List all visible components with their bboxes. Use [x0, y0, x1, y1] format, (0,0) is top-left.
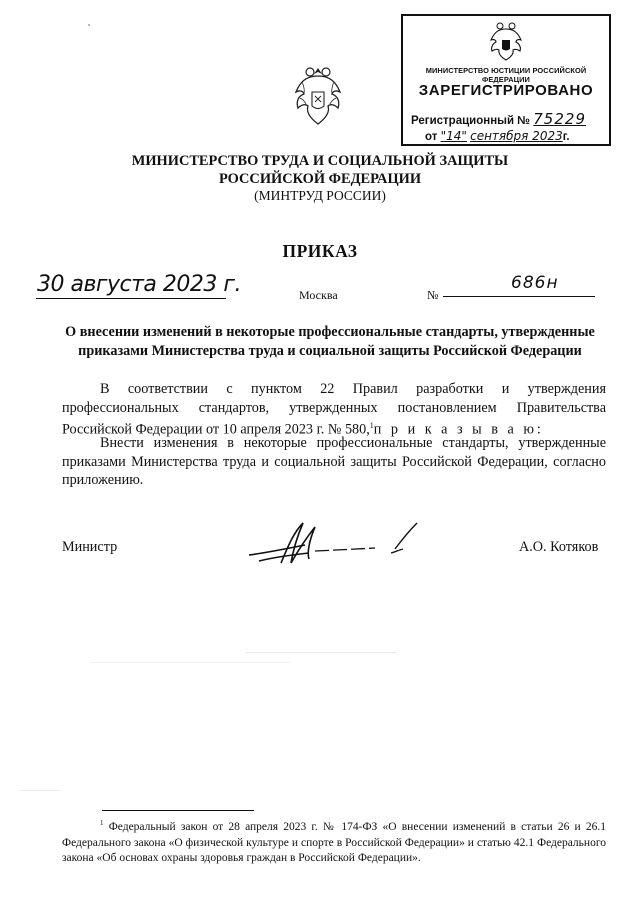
order-number-underline: [443, 296, 595, 297]
scan-speck: [246, 652, 396, 653]
ministry-name-line1: МИНИСТЕРСТВО ТРУДА И СОЦИАЛЬНОЙ ЗАЩИТЫ: [131, 153, 509, 169]
footnote-reference: 1: [369, 421, 374, 430]
scan-speck: [88, 24, 90, 26]
order-subject: О внесении изменений в некоторые профессиональные стандарты, утвержденные приказами Министерства труда и социальной защиты Российской Федерации: [65, 324, 595, 359]
footnote: [62, 816, 606, 867]
order-date-handwritten: 30 августа 2023 г.: [37, 272, 241, 297]
order-city: Москва: [299, 288, 338, 302]
stamp-date-prefix: от: [425, 131, 438, 143]
stamp-registration-number: [411, 110, 586, 128]
signatory-name: А.О. Котяков: [519, 539, 599, 555]
order-number-label: №: [427, 288, 439, 302]
stamp-date-suffix: г.: [562, 131, 570, 143]
stamp-ministry: МИНИСТЕРСТВО ЮСТИЦИИ РОССИЙСКОЙ ФЕДЕРАЦИИ: [425, 66, 587, 84]
order-title: ПРИКАЗ: [282, 241, 358, 261]
stamp-date-rest: сентября 2023: [470, 129, 563, 143]
registration-stamp: [401, 14, 611, 146]
body-paragraph-2: Внести изменения в некоторые профессиональные стандарты, утвержденные приказами Министерства труда и социальной защиты Российской Федерации, согласно приложению.: [62, 435, 606, 488]
stamp-date-day: "14": [440, 129, 467, 143]
order-date-underline: [36, 298, 226, 299]
ministry-short-name: (МИНТРУД РОССИИ): [254, 188, 386, 203]
ministry-name-line2: РОССИЙСКОЙ ФЕДЕРАЦИИ: [218, 171, 422, 187]
paragraph-1-text: В соответствии с пунктом 22 Правил разработки и утверждения профессиональных стандартов, утвержденных постановлением Правительства Российской Федерации от 10 апреля 2023 г. № 580,: [62, 381, 606, 438]
footnote-text: Федеральный закон от 28 апреля 2023 г. № 174-ФЗ «О внесении изменений в статьи 26 и 26.1 Федерального закона «О физической культуре и спорте в Российской Федерации» и статью 42.1 Федерального закона «Об основах охраны здоровья граждан в Российской Федерации».: [62, 820, 606, 865]
order-number-handwritten: 686н: [511, 273, 559, 293]
order-word: п р и к а з ы в а ю:: [373, 421, 544, 438]
coat-of-arms-emblem: [290, 62, 346, 128]
footnote-separator: [102, 810, 254, 811]
scan-speck: [90, 662, 290, 663]
body-paragraph-1: [62, 380, 606, 439]
stamp-reg-label: Регистрационный №: [411, 115, 531, 127]
stamp-date: [425, 129, 570, 143]
footnote-mark: 1: [100, 819, 104, 827]
stamp-reg-number: 75229: [533, 110, 586, 128]
stamp-status: ЗАРЕГИСТРИРОВАНО: [418, 82, 594, 99]
scan-speck: [20, 790, 60, 791]
signatory-title: Министр: [62, 539, 118, 555]
stamp-emblem-icon: [487, 20, 525, 62]
handwritten-signature: [245, 519, 425, 569]
